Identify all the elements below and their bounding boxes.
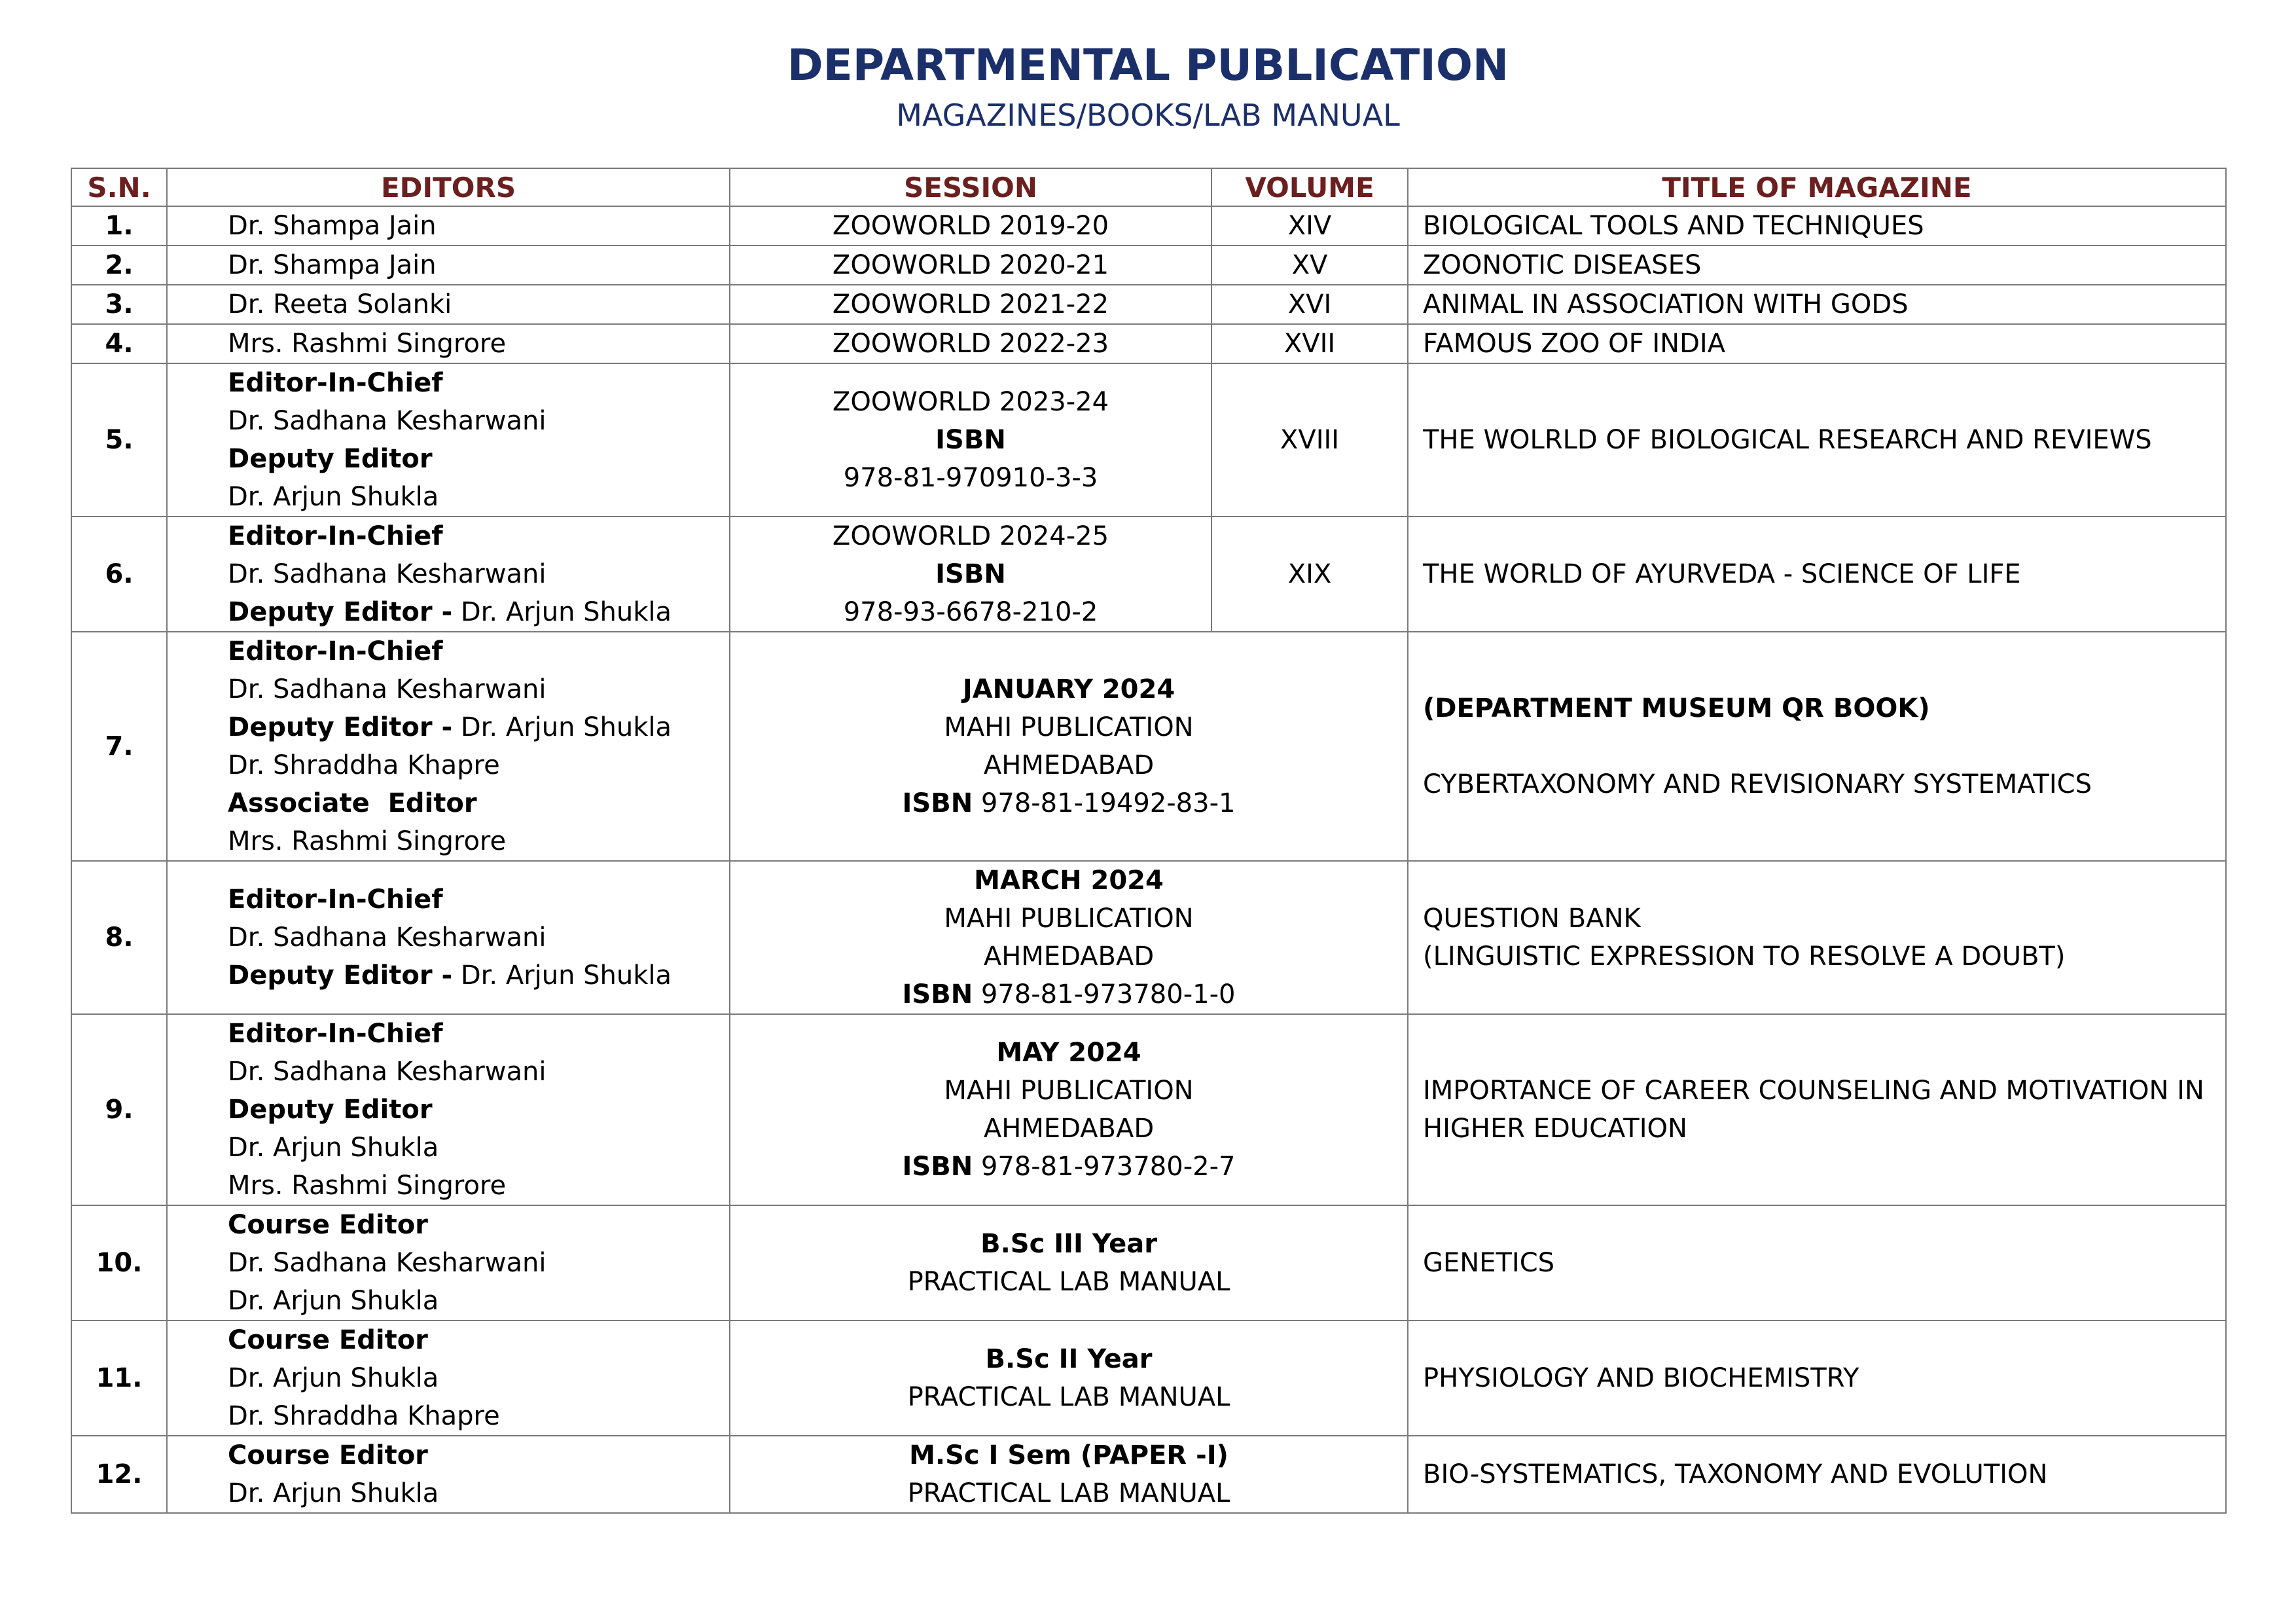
publisher-name: MAHI PUBLICATION xyxy=(944,1076,1194,1106)
page-subtitle: MAGAZINES/BOOKS/LAB MANUAL xyxy=(896,98,1400,133)
editor-in-chief-label: Editor-In-Chief xyxy=(228,368,443,398)
column-header-sn: S.N. xyxy=(71,168,167,206)
editor-name: Mrs. Rashmi Singrore xyxy=(228,826,507,856)
editors-cell xyxy=(167,632,730,861)
serial-number: 4. xyxy=(71,324,167,363)
course-editor-label: Course Editor xyxy=(228,1325,428,1355)
editor-name: Dr. Sadhana Kesharwani xyxy=(228,406,547,436)
editors-cell: Dr. Shampa Jain xyxy=(167,206,730,246)
column-header-title: TITLE OF MAGAZINE xyxy=(1408,168,2226,206)
table-row xyxy=(71,632,2226,861)
deputy-editor-label: Deputy Editor xyxy=(228,1095,433,1125)
isbn-number: 978-81-973780-1-0 xyxy=(980,979,1236,1010)
table-row xyxy=(71,246,2226,285)
serial-number: 9. xyxy=(71,1014,167,1205)
manual-type: PRACTICAL LAB MANUAL xyxy=(907,1267,1230,1297)
column-header-volume: VOLUME xyxy=(1211,168,1408,206)
editors-cell xyxy=(167,1014,730,1205)
table-row xyxy=(71,1321,2226,1436)
session-cell: ZOOWORLD 2022-23 xyxy=(730,324,1211,363)
session-cell xyxy=(730,517,1211,632)
publisher-city: AHMEDABAD xyxy=(983,750,1155,780)
table-header-row xyxy=(71,168,2226,206)
serial-number: 3. xyxy=(71,285,167,324)
table-row xyxy=(71,285,2226,324)
column-header-editors: EDITORS xyxy=(167,168,730,206)
editor-name: Dr. Arjun Shukla xyxy=(460,960,672,991)
serial-number: 10. xyxy=(71,1205,167,1321)
page-title: DEPARTMENTAL PUBLICATION xyxy=(787,40,1509,90)
session-cell: ZOOWORLD 2021-22 xyxy=(730,285,1211,324)
deputy-editor-label: Deputy Editor - xyxy=(228,960,453,991)
volume-cell: XVII xyxy=(1211,324,1408,363)
editors-cell xyxy=(167,1321,730,1436)
editors-cell xyxy=(167,517,730,632)
title-text: QUESTION BANK xyxy=(1423,903,1641,934)
volume-cell: XV xyxy=(1211,246,1408,285)
editors-cell xyxy=(167,1436,730,1513)
editor-name: Dr. Arjun Shukla xyxy=(228,1363,439,1393)
session-name: ZOOWORLD 2024-25 xyxy=(832,521,1109,551)
title-cell: ANIMAL IN ASSOCIATION WITH GODS xyxy=(1408,285,2226,324)
editor-name: Mrs. Rashmi Singrore xyxy=(228,1171,507,1201)
course-editor-label: Course Editor xyxy=(228,1440,428,1470)
title-cell: THE WOLRLD OF BIOLOGICAL RESEARCH AND REVIEWS xyxy=(1408,363,2226,517)
column-header-session: SESSION xyxy=(730,168,1211,206)
editor-name: Dr. Sadhana Kesharwani xyxy=(228,1057,547,1087)
serial-number: 2. xyxy=(71,246,167,285)
title-cell xyxy=(1408,861,2226,1014)
course-name: B.Sc III Year xyxy=(980,1229,1157,1259)
publisher-name: MAHI PUBLICATION xyxy=(944,903,1194,934)
table-row xyxy=(71,1436,2226,1513)
session-cell xyxy=(730,1014,1408,1205)
serial-number: 12. xyxy=(71,1436,167,1513)
editor-name: Dr. Arjun Shukla xyxy=(228,1286,439,1316)
serial-number: 1. xyxy=(71,206,167,246)
session-cell: ZOOWORLD 2020-21 xyxy=(730,246,1211,285)
table-row xyxy=(71,861,2226,1014)
title-cell: BIOLOGICAL TOOLS AND TECHNIQUES xyxy=(1408,206,2226,246)
title-cell: GENETICS xyxy=(1408,1205,2226,1321)
isbn-label: ISBN xyxy=(935,425,1006,455)
isbn-label: ISBN xyxy=(935,559,1006,589)
deputy-editor-label: Deputy Editor - xyxy=(228,712,453,742)
volume-cell: XIX xyxy=(1211,517,1408,632)
editor-name: Dr. Sadhana Kesharwani xyxy=(228,559,547,589)
table-row xyxy=(71,1205,2226,1321)
title-cell xyxy=(1408,632,2226,861)
serial-number: 6. xyxy=(71,517,167,632)
isbn-label: ISBN xyxy=(902,979,973,1010)
editor-in-chief-label: Editor-In-Chief xyxy=(228,636,443,666)
editor-name: Dr. Arjun Shukla xyxy=(228,482,439,512)
session-name: ZOOWORLD 2023-24 xyxy=(832,387,1109,417)
editor-in-chief-label: Editor-In-Chief xyxy=(228,521,443,551)
editors-cell: Dr. Reeta Solanki xyxy=(167,285,730,324)
editors-cell: Mrs. Rashmi Singrore xyxy=(167,324,730,363)
isbn-label: ISBN xyxy=(902,1152,973,1182)
title-subtext: (LINGUISTIC EXPRESSION TO RESOLVE A DOUBT) xyxy=(1423,941,2066,972)
editor-name: Dr. Shraddha Khapre xyxy=(228,750,500,780)
table-row xyxy=(71,1014,2226,1205)
editor-in-chief-label: Editor-In-Chief xyxy=(228,1019,443,1049)
serial-number: 7. xyxy=(71,632,167,861)
publication-date: JANUARY 2024 xyxy=(962,674,1175,704)
editor-name: Dr. Arjun Shukla xyxy=(228,1478,439,1508)
publication-date: MARCH 2024 xyxy=(974,866,1164,896)
manual-type: PRACTICAL LAB MANUAL xyxy=(907,1478,1230,1508)
editor-name: Dr. Arjun Shukla xyxy=(460,597,672,627)
course-name: B.Sc II Year xyxy=(985,1344,1153,1374)
editors-cell xyxy=(167,363,730,517)
table-row xyxy=(71,363,2226,517)
editor-name: Dr. Sadhana Kesharwani xyxy=(228,674,547,704)
session-cell xyxy=(730,861,1408,1014)
title-text: CYBERTAXONOMY AND REVISIONARY SYSTEMATICS xyxy=(1423,769,2092,799)
table-row xyxy=(71,324,2226,363)
title-cell: BIO-SYSTEMATICS, TAXONOMY AND EVOLUTION xyxy=(1408,1436,2226,1513)
session-cell xyxy=(730,1436,1408,1513)
page-header xyxy=(0,36,2296,136)
title-heading: (DEPARTMENT MUSEUM QR BOOK) xyxy=(1423,693,1930,723)
isbn-number: 978-93-6678-210-2 xyxy=(843,597,1098,627)
deputy-editor-label: Deputy Editor - xyxy=(228,597,453,627)
editor-name: Dr. Sadhana Kesharwani xyxy=(228,1248,547,1278)
isbn-number: 978-81-970910-3-3 xyxy=(843,463,1098,493)
deputy-editor-label: Deputy Editor xyxy=(228,444,433,474)
title-cell: THE WORLD OF AYURVEDA - SCIENCE OF LIFE xyxy=(1408,517,2226,632)
volume-cell: XVIII xyxy=(1211,363,1408,517)
isbn-number: 978-81-973780-2-7 xyxy=(980,1152,1236,1182)
volume-cell: XVI xyxy=(1211,285,1408,324)
associate-editor-label: Associate Editor xyxy=(228,788,477,818)
editors-cell: Dr. Shampa Jain xyxy=(167,246,730,285)
title-cell: IMPORTANCE OF CAREER COUNSELING AND MOTIVATION IN HIGHER EDUCATION xyxy=(1408,1014,2226,1205)
session-cell xyxy=(730,1205,1408,1321)
serial-number: 11. xyxy=(71,1321,167,1436)
volume-cell: XIV xyxy=(1211,206,1408,246)
publisher-city: AHMEDABAD xyxy=(983,941,1155,972)
serial-number: 5. xyxy=(71,363,167,517)
publisher-city: AHMEDABAD xyxy=(983,1114,1155,1144)
serial-number: 8. xyxy=(71,861,167,1014)
editor-name: Dr. Shraddha Khapre xyxy=(228,1401,500,1431)
session-cell: ZOOWORLD 2019-20 xyxy=(730,206,1211,246)
editor-name: Dr. Arjun Shukla xyxy=(460,712,672,742)
publication-table xyxy=(71,168,2227,1514)
title-cell: ZOONOTIC DISEASES xyxy=(1408,246,2226,285)
course-name: M.Sc I Sem (PAPER -I) xyxy=(909,1440,1229,1470)
table-row xyxy=(71,206,2226,246)
editors-cell xyxy=(167,861,730,1014)
isbn-label: ISBN xyxy=(902,788,973,818)
editor-name: Dr. Arjun Shukla xyxy=(228,1133,439,1163)
publisher-name: MAHI PUBLICATION xyxy=(944,712,1194,742)
title-cell: PHYSIOLOGY AND BIOCHEMISTRY xyxy=(1408,1321,2226,1436)
session-cell xyxy=(730,1321,1408,1436)
course-editor-label: Course Editor xyxy=(228,1210,428,1240)
publication-date: MAY 2024 xyxy=(996,1038,1141,1068)
table-row xyxy=(71,517,2226,632)
manual-type: PRACTICAL LAB MANUAL xyxy=(907,1382,1230,1412)
editors-cell xyxy=(167,1205,730,1321)
session-cell xyxy=(730,632,1408,861)
editor-name: Dr. Sadhana Kesharwani xyxy=(228,922,547,953)
editor-in-chief-label: Editor-In-Chief xyxy=(228,884,443,915)
title-cell: FAMOUS ZOO OF INDIA xyxy=(1408,324,2226,363)
isbn-number: 978-81-19492-83-1 xyxy=(980,788,1236,818)
session-cell xyxy=(730,363,1211,517)
